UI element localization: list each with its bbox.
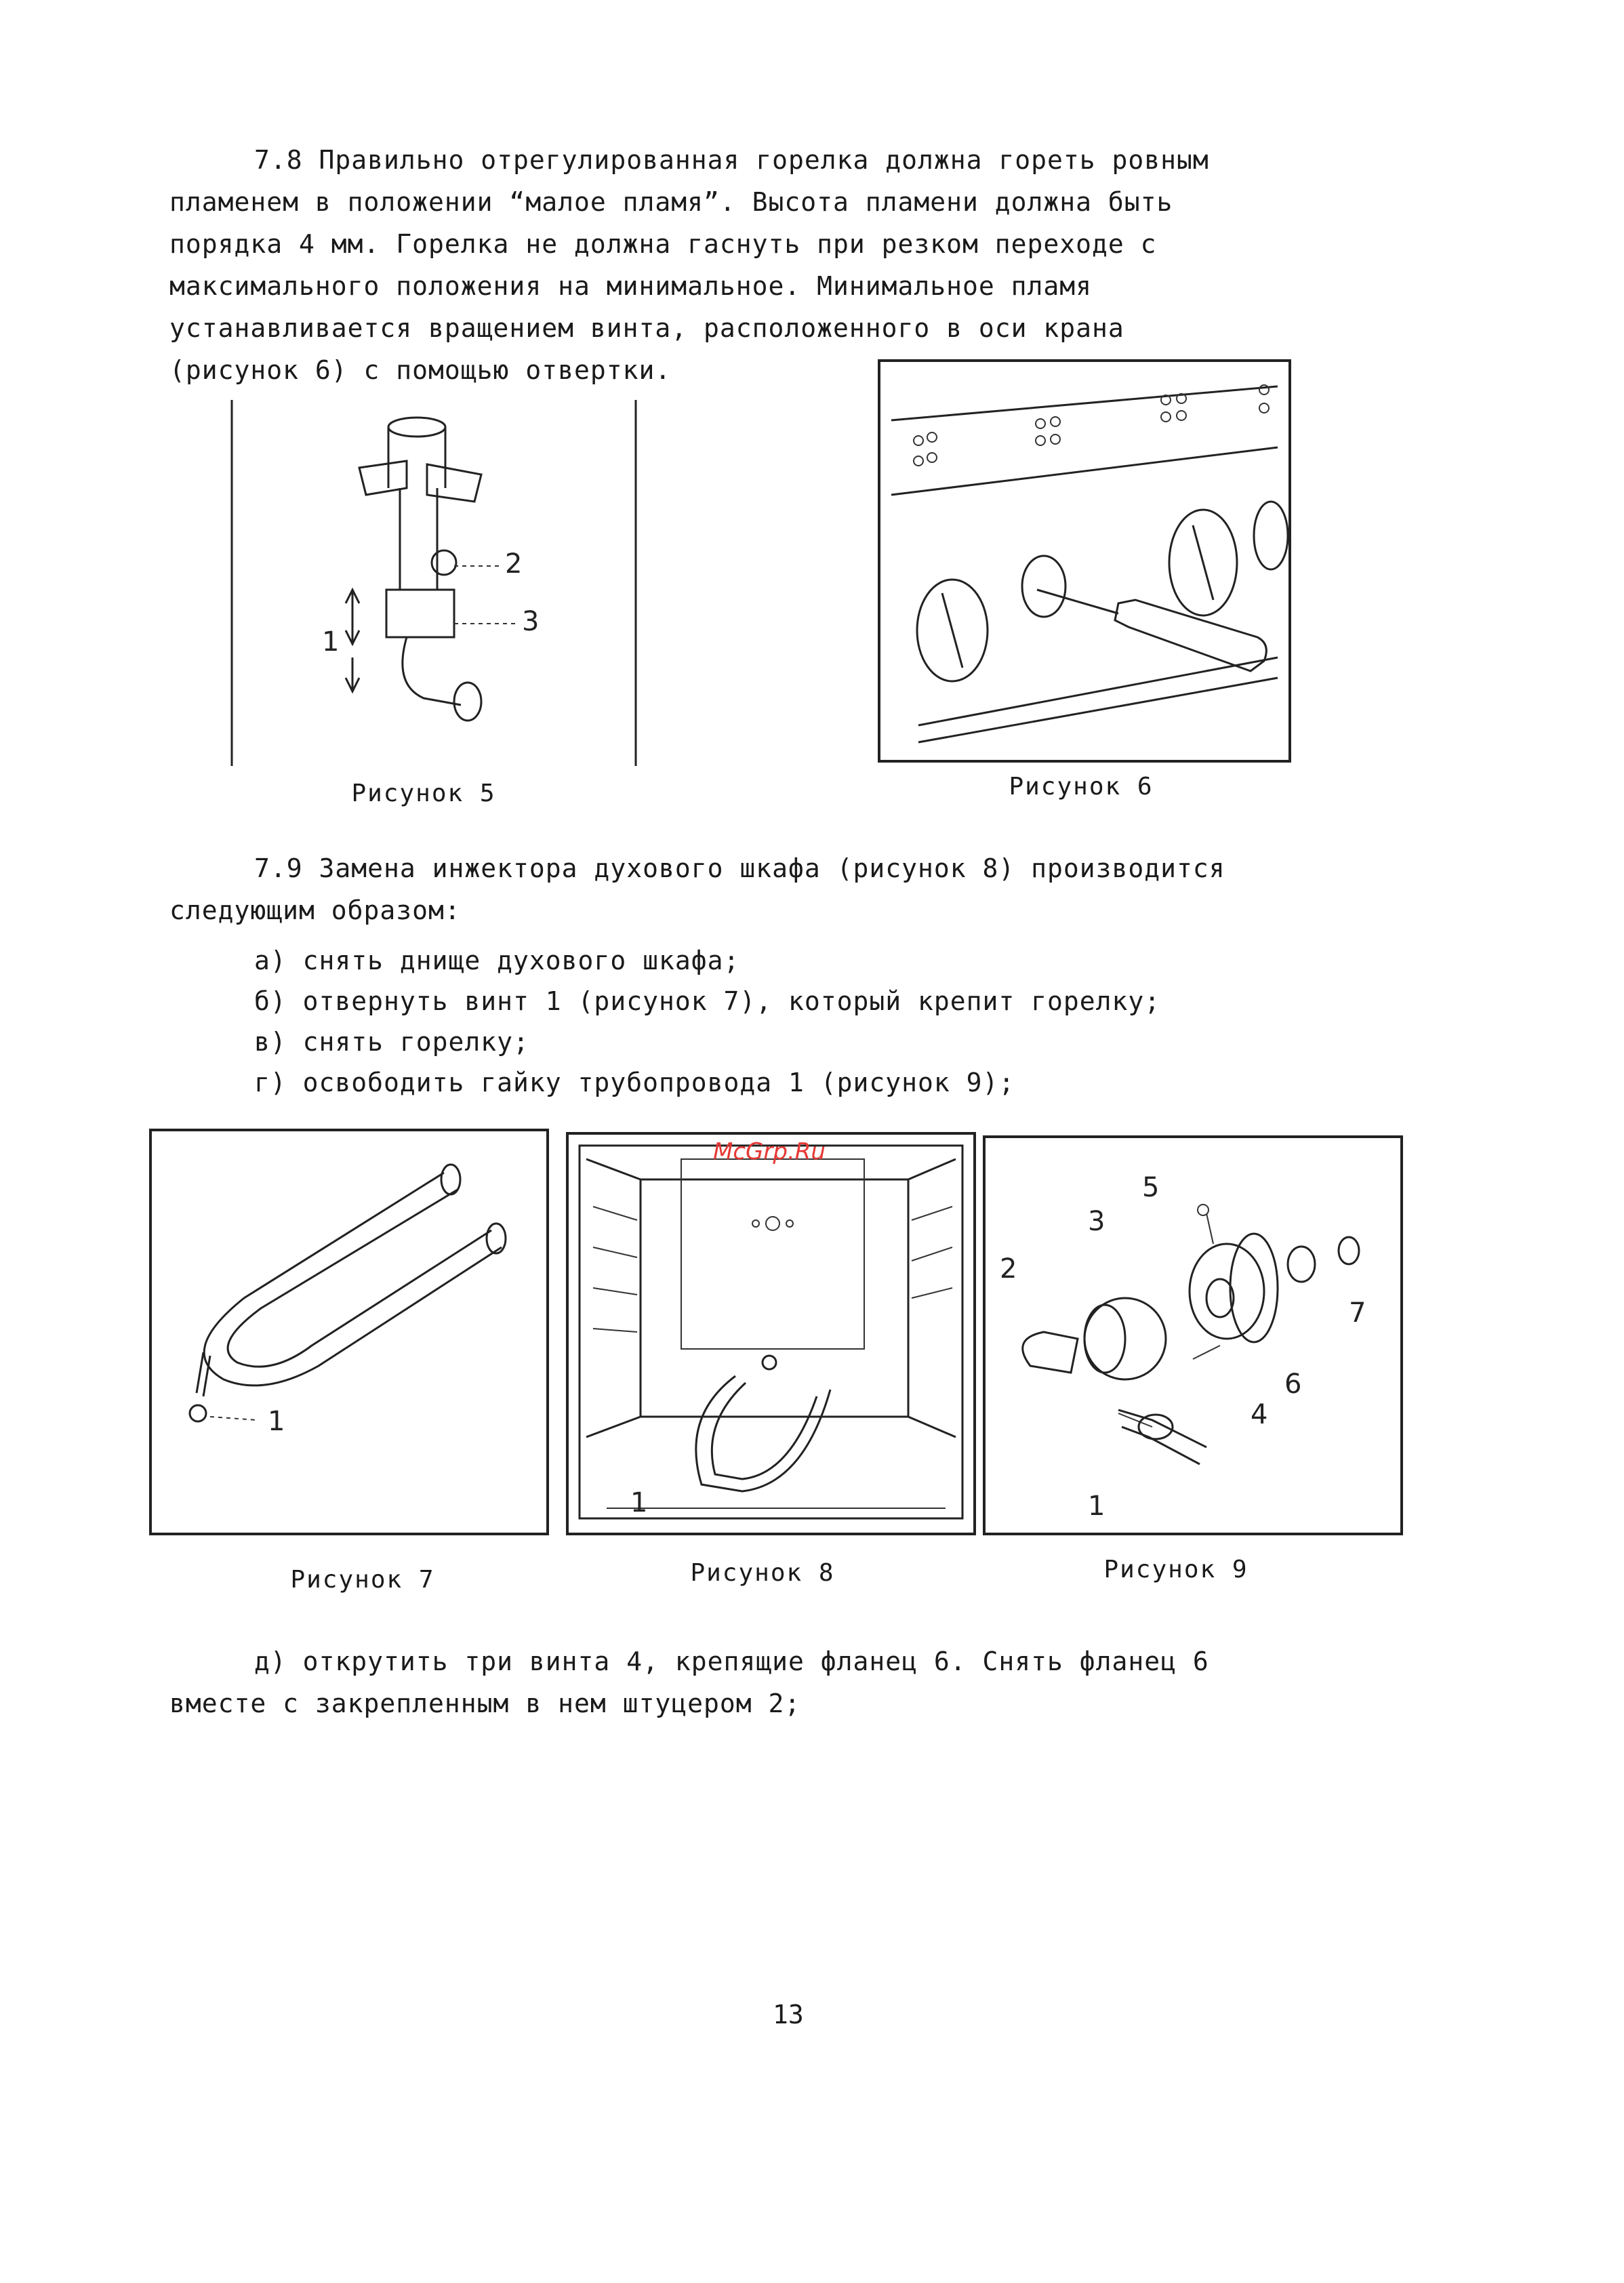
section-7-8-line-6: (рисунок 6) с помощью отвертки. bbox=[169, 355, 672, 385]
step-d-line-1: д) открутить три винта 4, крепящие фланец 6. Снять фланец 6 bbox=[254, 1646, 1209, 1676]
section-7-8-line-3: порядка 4 мм. Горелка не должна гаснуть при резком переходе с bbox=[169, 229, 1157, 259]
section-7-8-paragraph bbox=[169, 139, 1362, 391]
figure-6-caption: Рисунок 6 bbox=[1009, 773, 1154, 801]
figure-7 bbox=[149, 1129, 549, 1535]
figure-9-label-5: 5 bbox=[1142, 1172, 1160, 1203]
figure-8 bbox=[566, 1132, 976, 1535]
figure-8-drawing bbox=[566, 1132, 976, 1535]
figure-7-label-1: 1 bbox=[268, 1406, 285, 1437]
section-7-9-intro bbox=[169, 847, 1362, 931]
figure-5-label-1: 1 bbox=[322, 626, 340, 658]
section-7-8-line-2: пламенем в положении “малое пламя”. Высота пламени должна быть bbox=[169, 187, 1173, 217]
figure-5-label-2: 2 bbox=[505, 548, 523, 580]
figure-7-caption: Рисунок 7 bbox=[290, 1566, 435, 1594]
figure-8-watermark: McGrp.Ru bbox=[713, 1138, 826, 1165]
section-7-8-line-1: 7.8 Правильно отрегулированная горелка должна гореть ровным bbox=[254, 145, 1209, 175]
figure-9-caption: Рисунок 9 bbox=[1103, 1556, 1249, 1583]
figure-8-caption: Рисунок 8 bbox=[690, 1559, 835, 1587]
figure-9 bbox=[983, 1135, 1403, 1535]
section-7-8-line-5: устанавливается вращением винта, расположенного в оси крана bbox=[169, 313, 1124, 343]
figure-9-label-2: 2 bbox=[1000, 1253, 1017, 1285]
figure-9-drawing bbox=[983, 1135, 1403, 1535]
page-number: 13 bbox=[773, 2000, 804, 2029]
section-7-9-intro-line-2: следующим образом: bbox=[169, 895, 461, 925]
figure-9-label-4: 4 bbox=[1251, 1399, 1268, 1430]
step-v: в) снять горелку; bbox=[254, 1027, 529, 1057]
figure-8-label-1: 1 bbox=[630, 1487, 648, 1518]
figure-9-label-7: 7 bbox=[1349, 1297, 1366, 1329]
step-d-line-2: вместе с закрепленным в нем штуцером 2; bbox=[169, 1689, 801, 1718]
figure-5-caption: Рисунок 5 bbox=[351, 780, 496, 807]
figure-5-label-3: 3 bbox=[522, 606, 540, 637]
figure-9-label-1: 1 bbox=[1088, 1491, 1105, 1522]
step-b: б) отвернуть винт 1 (рисунок 7), который крепит горелку; bbox=[254, 986, 1161, 1016]
section-7-9-intro-line-1: 7.9 Замена инжектора духового шкафа (рисунок 8) производится bbox=[254, 853, 1225, 883]
figure-5 bbox=[230, 400, 637, 769]
figure-6 bbox=[878, 359, 1291, 763]
figure-7-drawing bbox=[149, 1129, 549, 1535]
figure-9-label-3: 3 bbox=[1088, 1206, 1105, 1237]
section-7-8-line-4: максимального положения на минимальное. Минимальное пламя bbox=[169, 271, 1093, 301]
figure-9-label-6: 6 bbox=[1284, 1369, 1302, 1400]
step-g: г) освободить гайку трубопровода 1 (рисунок 9); bbox=[254, 1068, 1015, 1097]
figure-5-drawing bbox=[230, 400, 637, 769]
step-d-paragraph bbox=[169, 1640, 1362, 1724]
step-a: а) снять днище духового шкафа; bbox=[254, 946, 740, 975]
figure-6-drawing bbox=[878, 359, 1291, 763]
